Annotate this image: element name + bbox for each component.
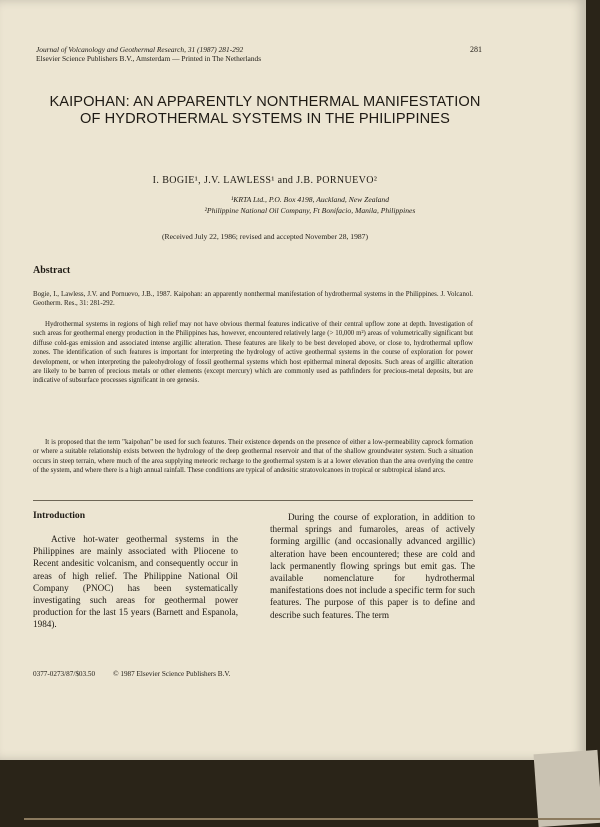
issn-code: 0377-0273/87/$03.50 — [33, 670, 96, 678]
abstract-heading: Abstract — [33, 265, 71, 276]
introduction-heading: Introduction — [33, 510, 86, 521]
author-list: I. BOGIE¹, J.V. LAWLESS¹ and J.B. PORNUEVO² — [152, 175, 378, 186]
introduction-right-column: During the course of exploration, in addition to thermal springs and fumaroles, areas of actively forming argillic (and occasionally advanced argillic) alteration have been encountered; these are cold and lack permanently flowing springs but emit gas. The available nomenclature for hydrothermal manifestations does not include a specific term for such features. The purpose of this paper is to define and describe such features. The term — [270, 512, 475, 620]
journal-header — [36, 45, 476, 63]
page-footer — [33, 670, 383, 678]
received-dates: (Received July 22, 1986; revised and accepted November 28, 1987) — [161, 232, 369, 241]
journal-citation: Journal of Volcanology and Geothermal Research, 31 (1987) 281-292 — [36, 45, 244, 54]
abstract-paragraph-1: Hydrothermal systems in regions of high relief may not have obvious thermal features indicative of their central upflow zone at depth. Investigation of such areas for geothermal energy production in the Philippines has, however, encountered relatively large (> 10,000 m²) areas of volumetrically significant but diffuse cold-gas emission and associated intense argillic alteration. These features are likely to be best developed above, or close to, hydrothermal upflow zones. The identification of such features is important for interpreting the hydrology of active geothermal systems in the course of exploration for power development, or when interpreting the paleohydrology of fossil geothermal systems which host epithermal mineral deposits. Such areas of argillic alteration are likely to be barren of precious metals or other elements (except mercury) which are commonly used as pathfinders for precious-metal deposits, but are indicative of subsurface processes significant in ore genesis. — [33, 321, 473, 385]
section-divider — [33, 500, 473, 501]
copyright-notice: © 1987 Elsevier Science Publishers B.V. — [113, 670, 231, 678]
introduction-left-column: Active hot-water geothermal systems in the Philippines are mainly associated with Pliocene to Recent andesitic volcanism, and consequently occur in areas of high relief. The Philippine National Oil Company (PNOC) has been systematically investigating such areas for geothermal power production for the last 15 years (Barnett and Espanola, 1984). — [33, 534, 238, 630]
abstract-citation: Bogie, I., Lawless, J.V. and Pornuevo, J.B., 1987. Kaipohan: an apparently nonthermal manifestation of hydrothermal systems in the Philippines. J. Volcanol. Geotherm. Res., 31: 281-292. — [33, 291, 473, 308]
affiliation-1: ¹KRTA Ltd., P.O. Box 4198, Auckland, New Zealand — [230, 195, 390, 204]
publisher-line: Elsevier Science Publishers B.V., Amsterdam — Printed in The Netherlands — [36, 54, 262, 63]
paper-title: KAIPOHAN: AN APPARENTLY NONTHERMAL MANIFESTATION OF HYDROTHERMAL SYSTEMS IN THE PHILIPPINES — [49, 94, 481, 127]
affiliation-2: ²Philippine National Oil Company, Ft Bonifacio, Manila, Philippines — [204, 206, 416, 215]
page-corner-shadow — [534, 750, 600, 827]
page-number: 281 — [470, 45, 482, 54]
abstract-paragraph-2: It is proposed that the term "kaipohan" be used for such features. Their existence depends on the presence of either a low-permeability caprock formation or where a suitable relationship exists between the hydrology of the deep geothermal reservoir and that of the shallow groundwater system. Such a situation occurs in steep terrain, where much of the area supplying meteoric recharge to the geothermal system is at a lower elevation than the area overlying the centre of the system, and where there is a high annual rainfall. These conditions are typical of andesitic stratovolcanoes in tropical or subtropical island arcs. — [33, 439, 473, 475]
page-edge-line — [24, 818, 600, 820]
